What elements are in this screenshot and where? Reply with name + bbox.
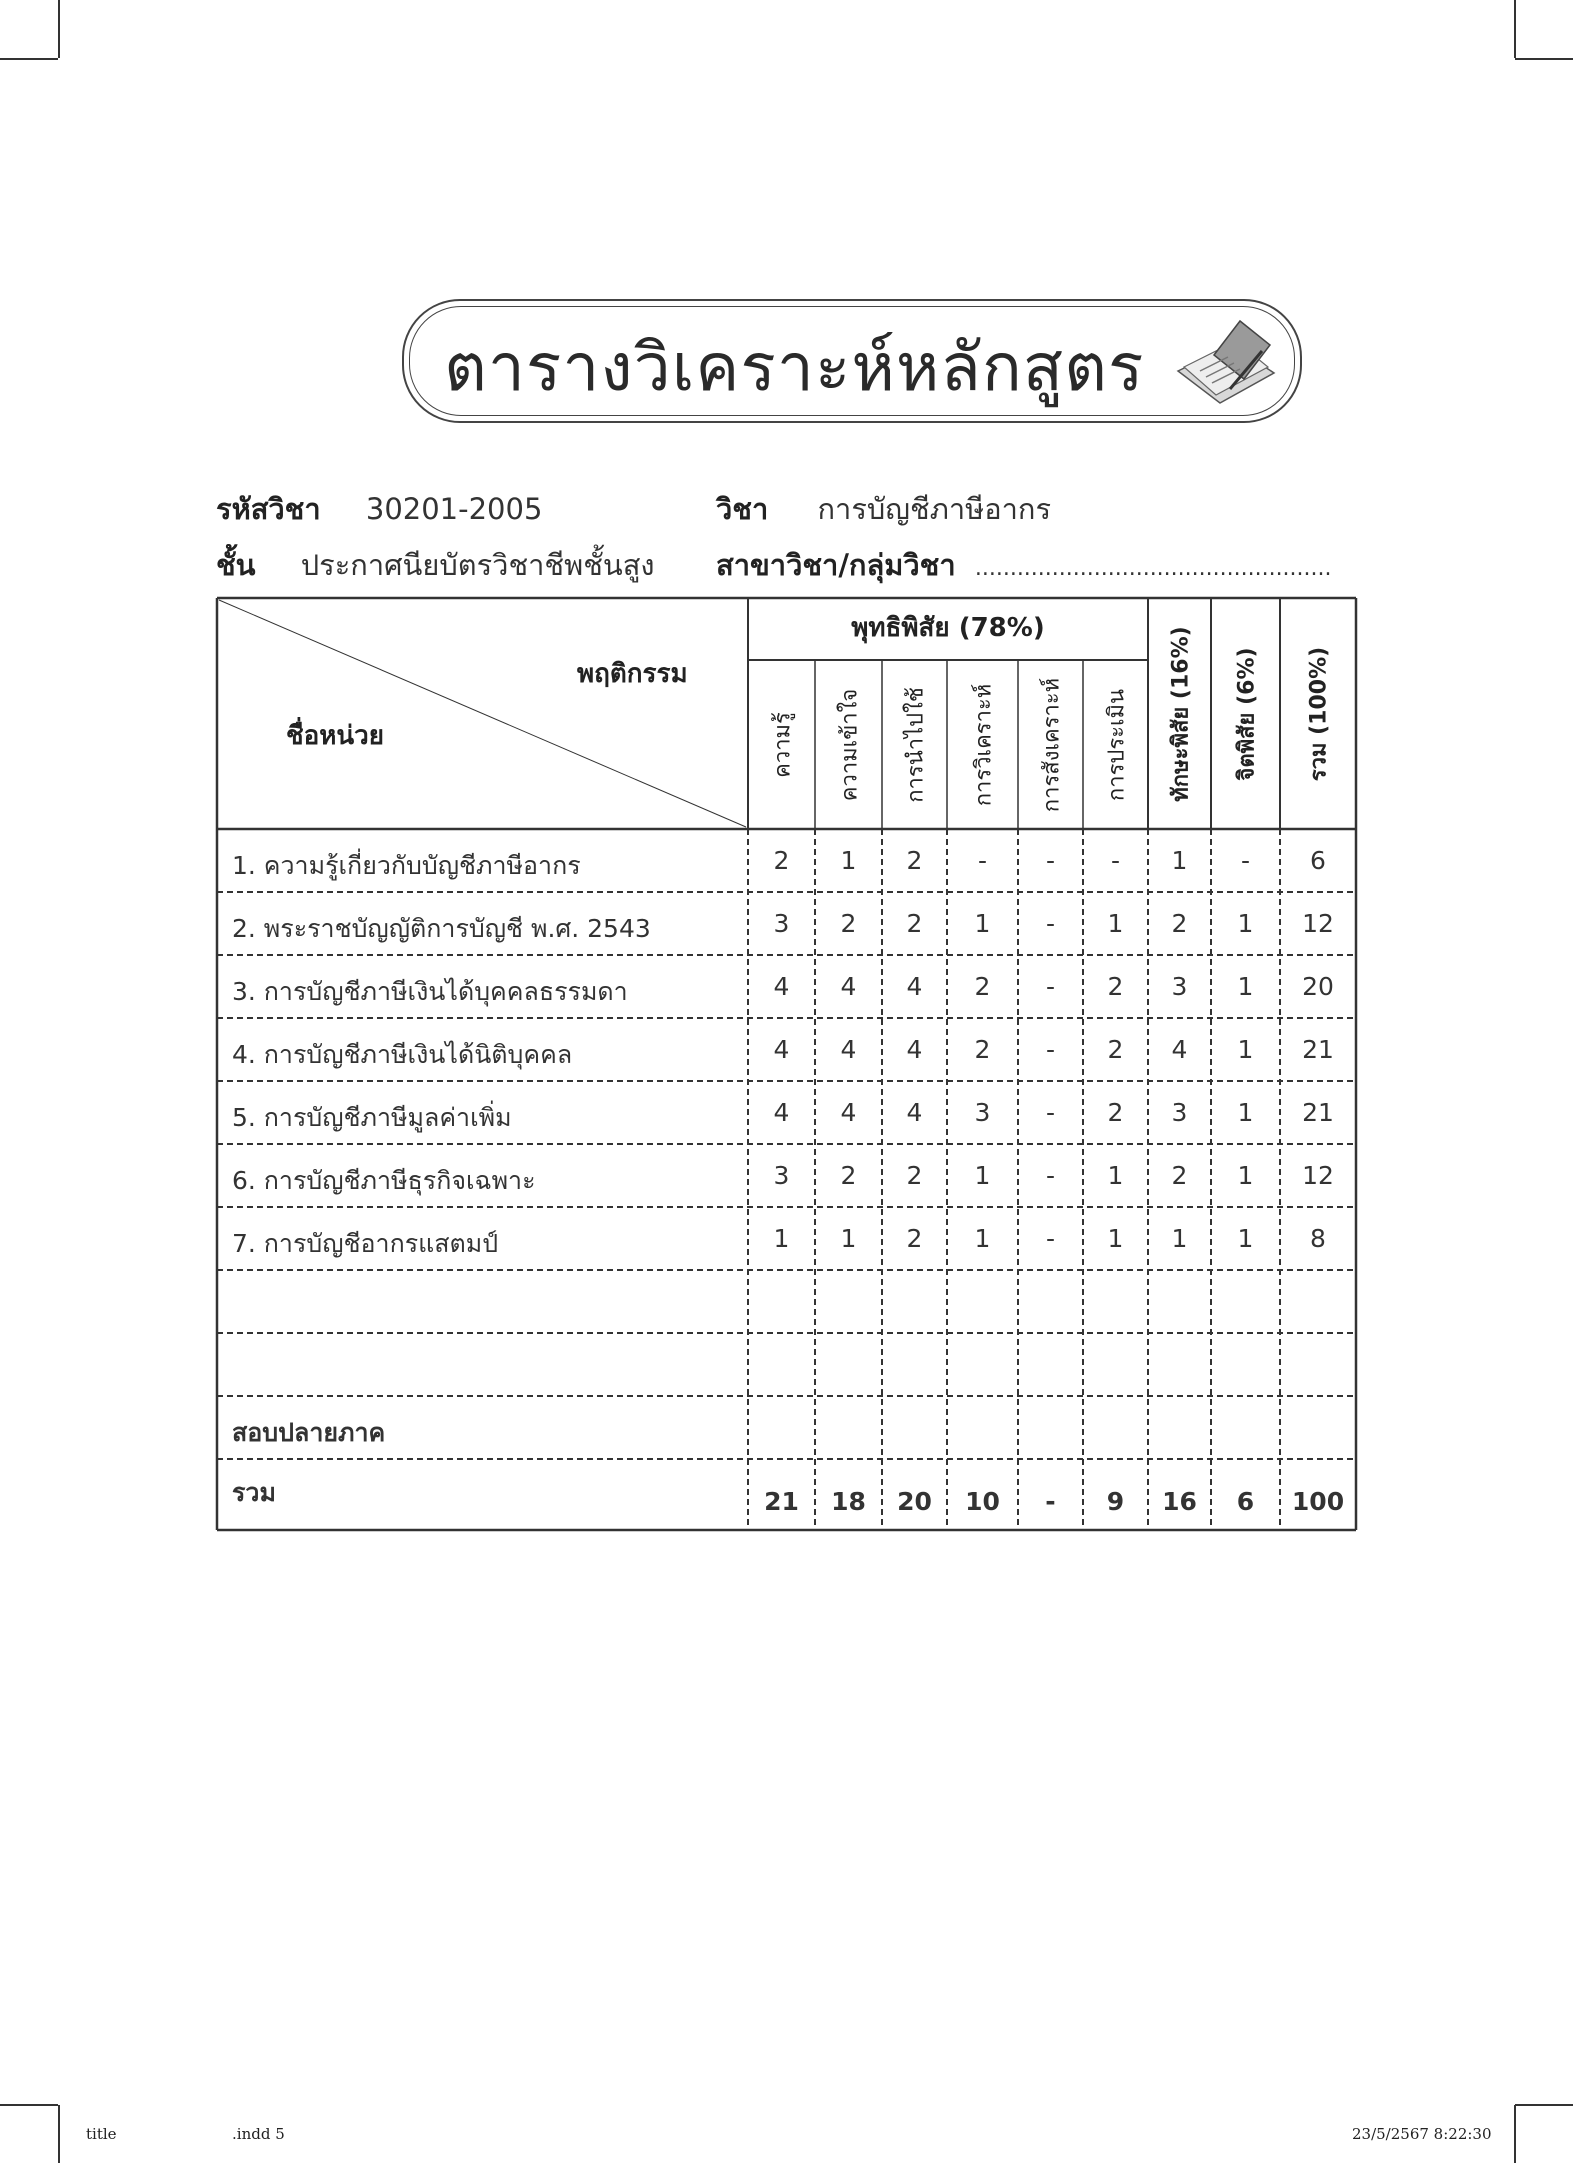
unit-name: 3. การบัญชีภาษีเงินได้บุคคลธรรมดา xyxy=(232,977,628,1006)
table-cell: 1 xyxy=(1237,1035,1254,1064)
level-label: ชั้น xyxy=(216,548,256,582)
table-cell: 1 xyxy=(840,846,857,875)
branch-value: ................................................... xyxy=(974,556,1332,581)
table-cell: 1 xyxy=(1171,846,1188,875)
footer-middle: .indd 5 xyxy=(232,2125,285,2143)
table-cell: 3 xyxy=(1171,1098,1188,1127)
table-cell: 1 xyxy=(974,1161,991,1190)
column-header: รวม (100%) xyxy=(1306,646,1332,781)
table-cell: 12 xyxy=(1302,909,1334,938)
table-cell: 2 xyxy=(974,1035,991,1064)
unit-name: สอบปลายภาค xyxy=(232,1418,386,1447)
table-cell: - xyxy=(1045,1035,1056,1064)
table-cell: 1 xyxy=(1237,972,1254,1001)
unit-name: 1. ความรู้เกี่ยวกับบัญชีภาษีอากร xyxy=(232,851,581,880)
table-cell: 2 xyxy=(1171,1161,1188,1190)
unit-name: 6. การบัญชีภาษีธุรกิจเฉพาะ xyxy=(232,1166,536,1195)
sub-header: การสังเคราะห์ xyxy=(1039,677,1064,812)
subject-label: วิชา xyxy=(716,492,769,526)
level: ประกาศนียบัตรวิชาชีพชั้นสูง xyxy=(300,548,655,582)
unit-name: 2. พระราชบัญญัติการบัญชี พ.ศ. 2543 xyxy=(232,914,651,943)
column-header: ทักษะพิสัย (16%) xyxy=(1168,625,1193,802)
sub-header: ความเข้าใจ xyxy=(837,688,862,801)
table-cell: 4 xyxy=(773,1035,790,1064)
table-cell: - xyxy=(1045,972,1056,1001)
footer-left: title xyxy=(86,2125,117,2143)
table-cell: 2 xyxy=(1171,909,1188,938)
table-cell: 1 xyxy=(1237,1098,1254,1127)
table-cell: 21 xyxy=(1302,1098,1334,1127)
table-cell: 2 xyxy=(906,909,923,938)
table-cell: 4 xyxy=(840,972,857,1001)
diagonal-line xyxy=(219,600,746,827)
course-code-label: รหัสวิชา xyxy=(216,492,321,526)
total-cell: 6 xyxy=(1236,1487,1255,1516)
group-header: พุทธิพิสัย (78%) xyxy=(851,613,1045,643)
table-cell: 1 xyxy=(974,909,991,938)
table-cell: 2 xyxy=(906,846,923,875)
total-cell: 10 xyxy=(965,1487,1000,1516)
table-cell: 2 xyxy=(840,1161,857,1190)
branch-label: สาขาวิชา/กลุ่มวิชา xyxy=(716,548,956,582)
table-cell: 3 xyxy=(773,1161,790,1190)
table-cell: 1 xyxy=(1107,1224,1124,1253)
table-cell: 4 xyxy=(906,1098,923,1127)
total-cell: 100 xyxy=(1291,1487,1345,1516)
table-cell: 6 xyxy=(1310,846,1326,875)
table-cell: 1 xyxy=(1171,1224,1188,1253)
sub-header: การวิเคราะห์ xyxy=(971,683,996,806)
table-cell: 1 xyxy=(773,1224,790,1253)
table-cell: 3 xyxy=(773,909,790,938)
table-cell: 1 xyxy=(1107,909,1124,938)
table-cell: 2 xyxy=(1107,1098,1124,1127)
table-cell: 4 xyxy=(906,1035,923,1064)
table-cell: 2 xyxy=(1107,1035,1124,1064)
table-cell: 4 xyxy=(840,1035,857,1064)
total-label: รวม xyxy=(232,1478,276,1507)
table-cell: 2 xyxy=(1107,972,1124,1001)
table-cell: 1 xyxy=(1237,1224,1254,1253)
table-cell: - xyxy=(1240,846,1251,875)
table-cell: 8 xyxy=(1310,1224,1326,1253)
table-cell: 4 xyxy=(840,1098,857,1127)
total-cell: 20 xyxy=(897,1487,932,1516)
column-header: จิตพิสัย (6%) xyxy=(1234,646,1259,781)
table-cell: 4 xyxy=(773,1098,790,1127)
table-cell: 2 xyxy=(840,909,857,938)
unit-name: 7. การบัญชีอากรแสตมป์ xyxy=(232,1229,499,1258)
total-cell: 21 xyxy=(764,1487,799,1516)
sub-header: การประเมิน xyxy=(1104,688,1129,801)
table-cell: 12 xyxy=(1302,1161,1334,1190)
table-cell: 4 xyxy=(773,972,790,1001)
course-code: 30201-2005 xyxy=(365,492,543,526)
table-cell: - xyxy=(1110,846,1121,875)
table-cell: - xyxy=(1045,909,1056,938)
table-cell: 2 xyxy=(906,1161,923,1190)
total-cell: - xyxy=(1045,1487,1056,1516)
total-cell: 9 xyxy=(1106,1487,1125,1516)
sub-header: การนำไปใช้ xyxy=(903,686,928,803)
table-cell: 20 xyxy=(1302,972,1334,1001)
total-cell: 18 xyxy=(831,1487,866,1516)
table-cell: - xyxy=(1045,1098,1056,1127)
table-cell: - xyxy=(1045,1224,1056,1253)
table-cell: 21 xyxy=(1302,1035,1334,1064)
table-cell: 2 xyxy=(906,1224,923,1253)
table-cell: 1 xyxy=(1237,909,1254,938)
table-cell: 4 xyxy=(906,972,923,1001)
subject: การบัญชีภาษีอากร xyxy=(817,492,1052,526)
table-cell: 1 xyxy=(840,1224,857,1253)
table-cell: - xyxy=(977,846,988,875)
table-cell: - xyxy=(1045,846,1056,875)
unit-name: 4. การบัญชีภาษีเงินได้นิติบุคคล xyxy=(232,1040,573,1069)
table-cell: 3 xyxy=(1171,972,1188,1001)
unit-name: 5. การบัญชีภาษีมูลค่าเพิ่ม xyxy=(232,1103,512,1132)
table-cell: 3 xyxy=(974,1098,991,1127)
total-cell: 16 xyxy=(1162,1487,1197,1516)
table-cell: 1 xyxy=(974,1224,991,1253)
table-cell: 2 xyxy=(974,972,991,1001)
footer-right: 23/5/2567 8:22:30 xyxy=(1352,2125,1492,2143)
table-cell: 4 xyxy=(1171,1035,1188,1064)
sub-header: ความรู้ xyxy=(770,711,795,778)
diagonal-bottom-label: ชื่อหน่วย xyxy=(286,721,385,751)
table-cell: - xyxy=(1045,1161,1056,1190)
diagonal-top-label: พฤติกรรม xyxy=(577,659,688,689)
page-title: ตารางวิเคราะห์หลักสูตร xyxy=(444,329,1145,406)
table-cell: 1 xyxy=(1237,1161,1254,1190)
table-cell: 1 xyxy=(1107,1161,1124,1190)
table-cell: 2 xyxy=(773,846,790,875)
